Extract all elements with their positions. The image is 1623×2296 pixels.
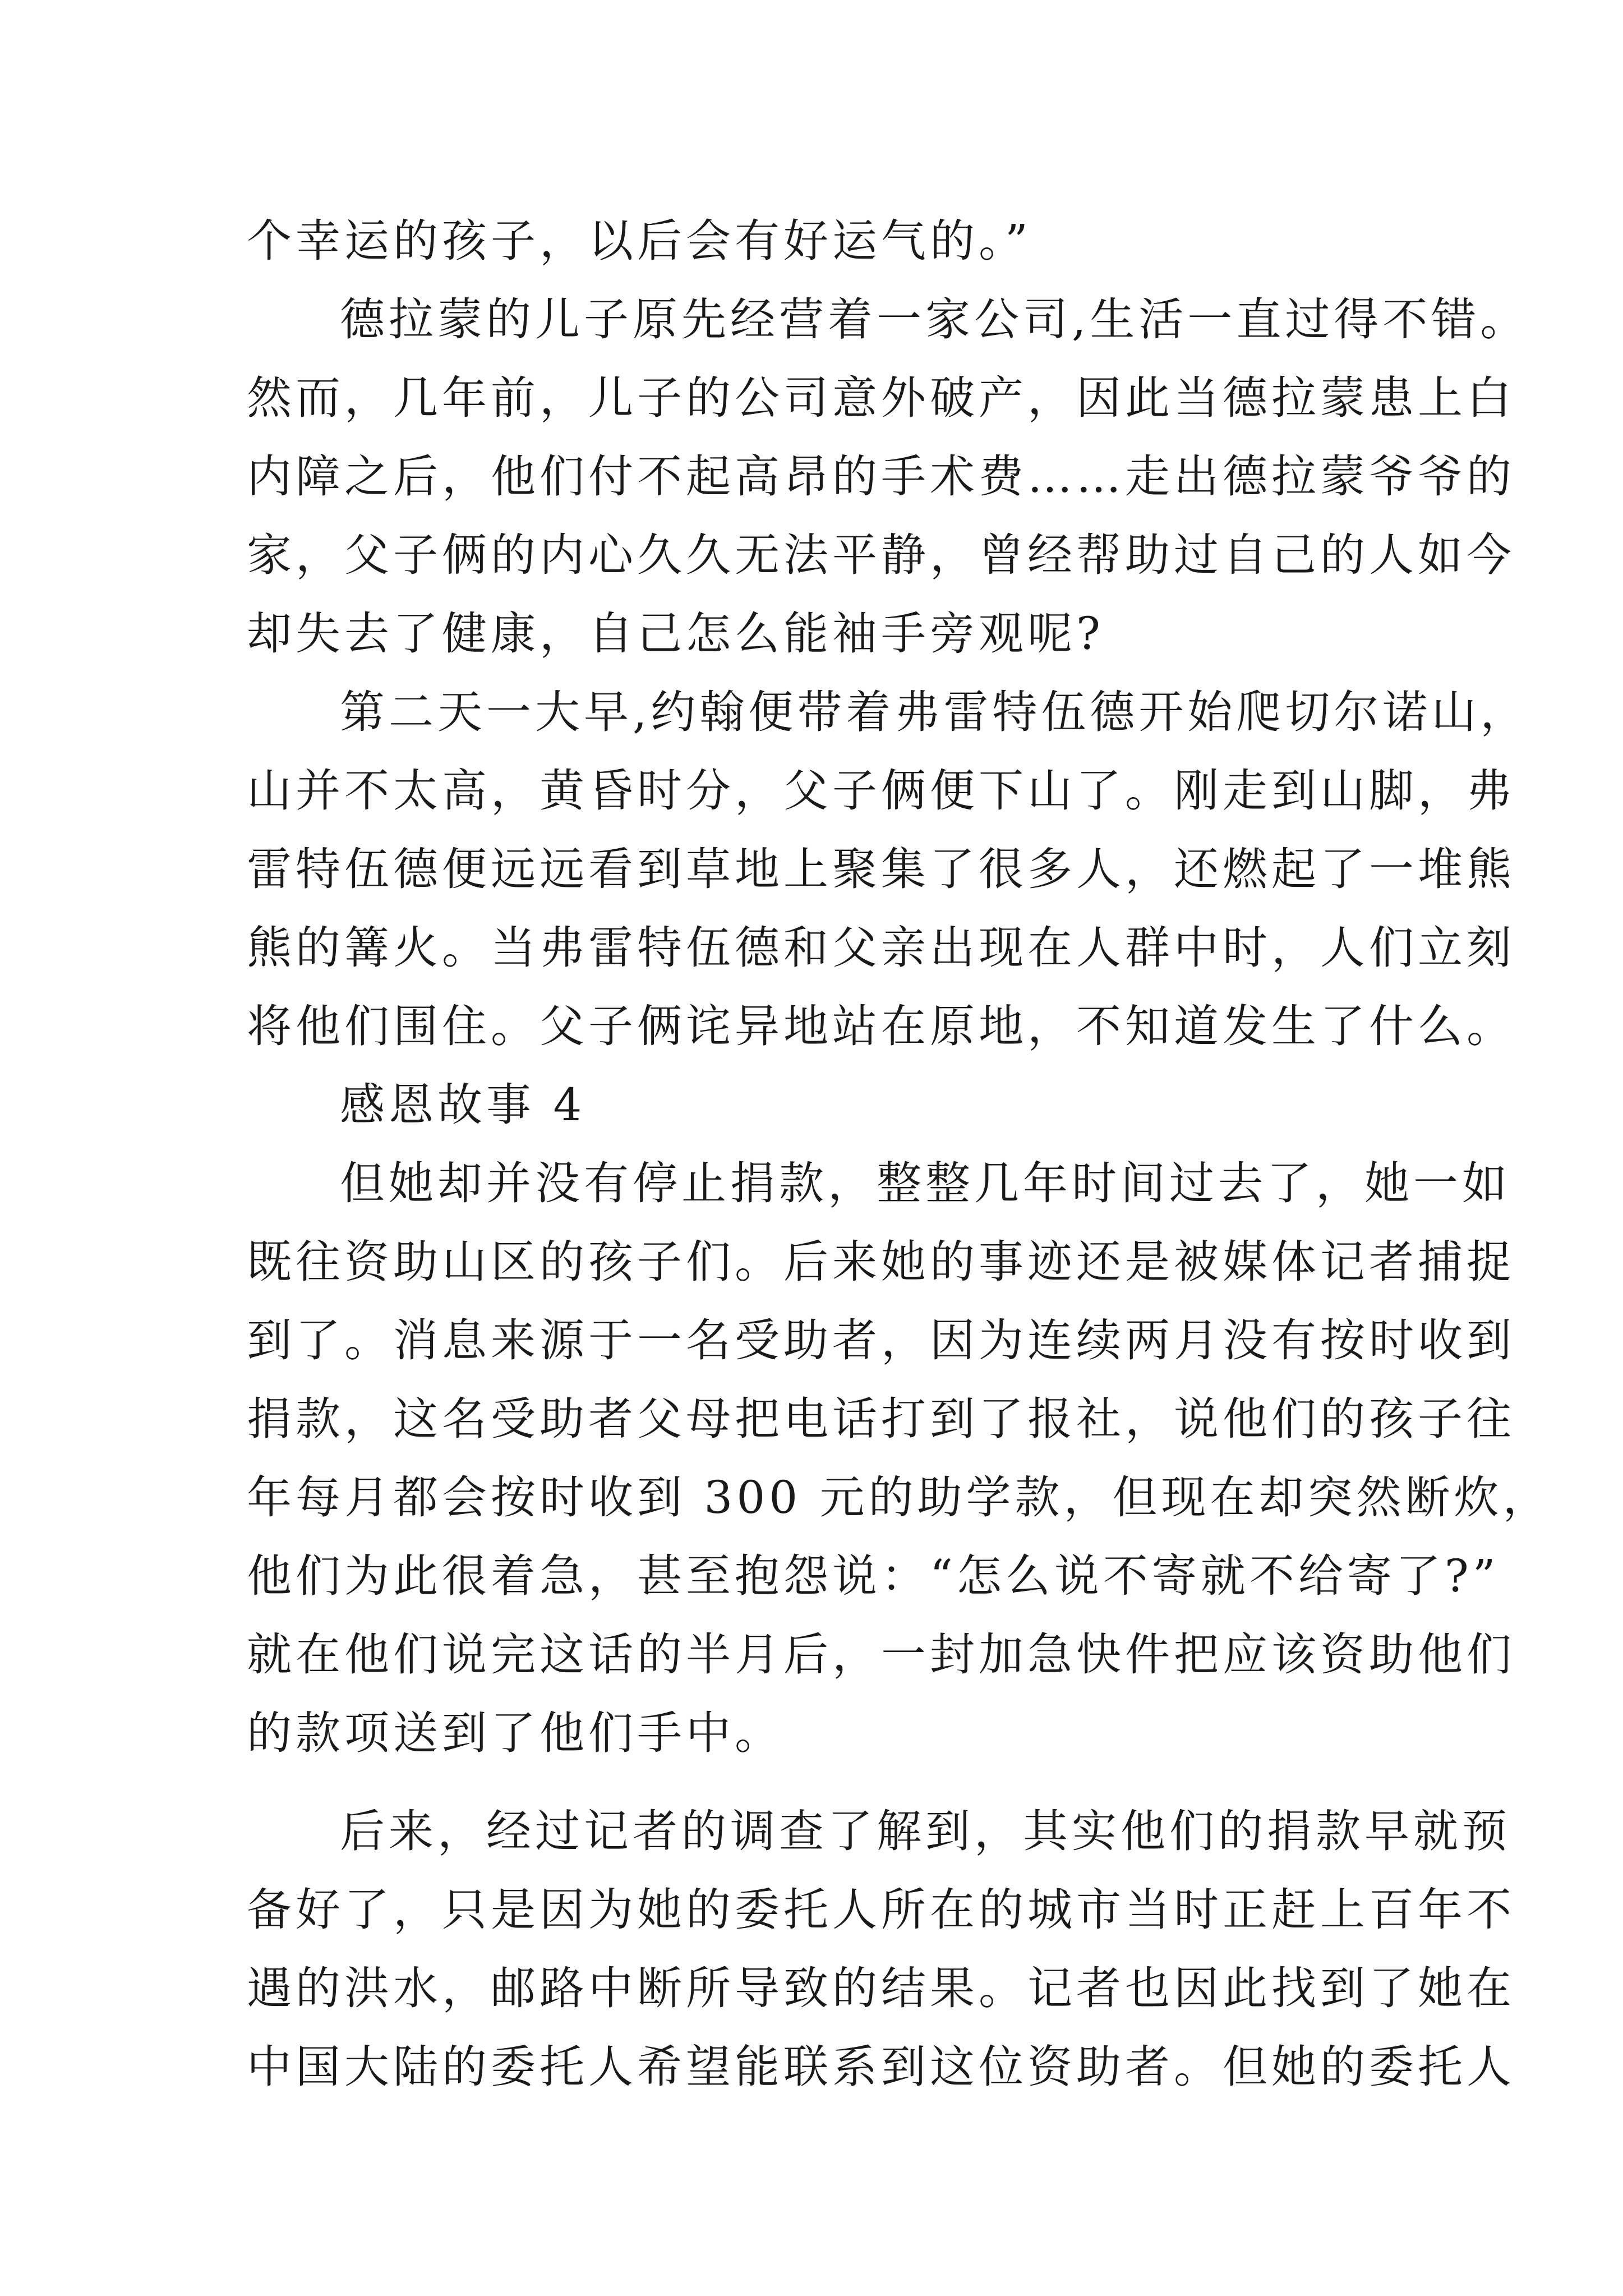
- text-line: 却失去了健康，自己怎么能袖手旁观呢?: [247, 608, 1104, 660]
- text-line: 内障之后，他们付不起高昂的手术费……走出德拉蒙爷爷的: [247, 450, 1515, 503]
- paragraph-start-line: 德拉蒙的儿子原先经营着一家公司,生活一直过得不错。: [340, 293, 1529, 346]
- text-line: 既往资助山区的孩子们。后来她的事迹还是被媒体记者捕捉: [247, 1236, 1515, 1288]
- paragraph-gap: [247, 1773, 1396, 1792]
- section-heading: 感恩故事 4: [340, 1079, 586, 1131]
- paragraph-start-line: 后来，经过记者的调查了解到，其实他们的捐款早就预: [340, 1805, 1511, 1857]
- paragraph-start-line: 但她却并没有停止捐款，整整几年时间过去了，她一如: [340, 1157, 1511, 1209]
- text-line: 到了。消息来源于一名受助者，因为连续两月没有按时收到: [247, 1314, 1515, 1366]
- text-line: 熊的篝火。当弗雷特伍德和父亲出现在人群中时，人们立刻: [247, 922, 1515, 974]
- text-line: 捐款，这名受助者父母把电话打到了报社，说他们的孩子往: [247, 1393, 1515, 1445]
- text-line: 雷特伍德便远远看到草地上聚集了很多人，还燃起了一堆熊: [247, 843, 1515, 895]
- text-line: 中国大陆的委托人希望能联系到这位资助者。但她的委托人: [247, 2041, 1515, 2093]
- text-line: 他们为此很着急，甚至抱怨说：“怎么说不寄就不给寄了?”: [247, 1550, 1500, 1602]
- document-body: [247, 202, 1552, 2106]
- text-line: 年每月都会按时收到 300 元的助学款，但现在却突然断炊，: [247, 1471, 1552, 1524]
- text-line: 家，父子俩的内心久久无法平静，曾经帮助过自己的人如今: [247, 529, 1515, 581]
- text-line: 遇的洪水，邮路中断所导致的结果。记者也因此找到了她在: [247, 1962, 1515, 2014]
- paragraph-start-line: 第二天一大早,约翰便带着弗雷特伍德开始爬切尔诺山，: [340, 686, 1529, 738]
- text-line: 备好了，只是因为她的委托人所在的城市当时正赶上百年不: [247, 1884, 1515, 1936]
- text-line: 将他们围住。父子俩诧异地站在原地，不知道发生了什么。: [247, 1000, 1515, 1052]
- text-line: 山并不太高，黄昏时分，父子俩便下山了。刚走到山脚，弗: [247, 765, 1515, 817]
- text-line: 的款项送到了他们手中。: [247, 1707, 783, 1759]
- text-line: 然而，几年前，儿子的公司意外破产，因此当德拉蒙患上白: [247, 372, 1515, 424]
- text-line: 个幸运的孩子，以后会有好运气的。”: [247, 215, 1032, 267]
- text-line: 就在他们说完这话的半月后，一封加急快件把应该资助他们: [247, 1628, 1515, 1681]
